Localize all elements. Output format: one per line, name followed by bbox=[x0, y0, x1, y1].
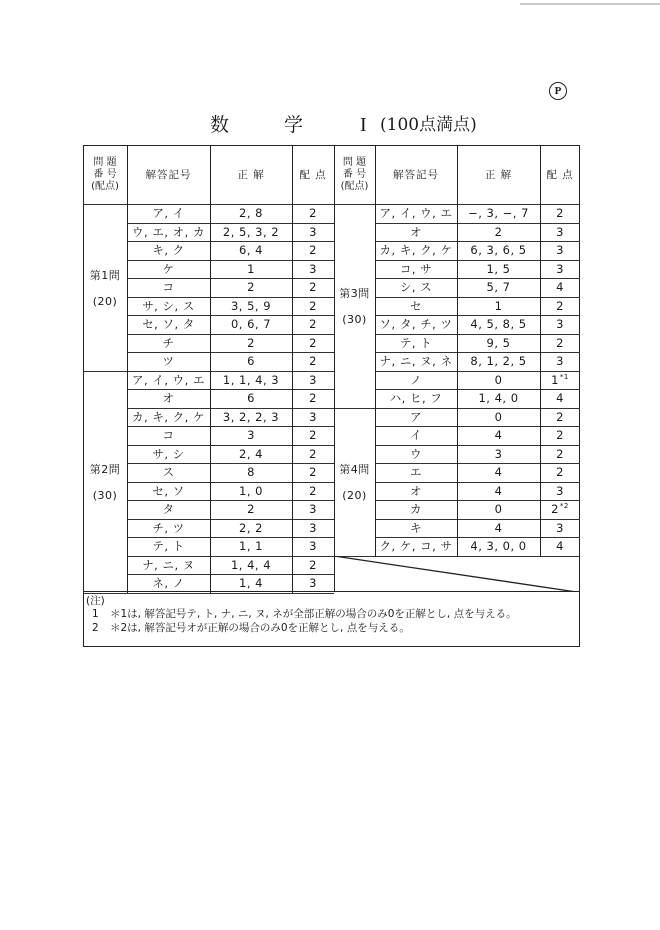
row-divider bbox=[375, 241, 580, 242]
correct-answer: 4, 3, 0, 0 bbox=[470, 539, 527, 554]
points-number: 2 bbox=[309, 243, 317, 258]
correct-answer: 4 bbox=[494, 520, 503, 535]
points-value bbox=[540, 463, 580, 482]
correct-answer: 3, 2, 2, 3 bbox=[222, 409, 280, 424]
correct-answer: 1 bbox=[247, 261, 255, 276]
correct-answer: 8, 1, 2, 5 bbox=[470, 354, 527, 369]
row-divider bbox=[375, 463, 580, 464]
left-header-question-number bbox=[83, 145, 127, 204]
answer-symbol: オ bbox=[410, 483, 422, 498]
correct-answer: 1, 1 bbox=[239, 539, 263, 554]
title-part-3: I bbox=[360, 114, 367, 136]
points-number: 2 bbox=[556, 206, 564, 221]
correct-answer: 1, 4 bbox=[239, 576, 263, 591]
correct-answer: 3 bbox=[494, 446, 503, 461]
points-value bbox=[292, 334, 334, 353]
note-item-1 bbox=[92, 606, 517, 621]
points-number: 3 bbox=[309, 520, 317, 535]
points-number: 2 bbox=[309, 483, 317, 498]
points-value bbox=[292, 537, 334, 556]
correct-answer: 0 bbox=[494, 372, 503, 387]
answer-symbol: セ bbox=[410, 298, 422, 313]
correct-answer: 2 bbox=[247, 335, 255, 350]
answer-symbol: エ bbox=[410, 465, 422, 480]
points-value bbox=[540, 445, 580, 464]
points-value bbox=[540, 389, 580, 408]
answer-symbol: テ, ト bbox=[399, 335, 433, 350]
row-divider bbox=[127, 574, 334, 575]
correct-answer: 2, 2 bbox=[239, 520, 263, 535]
correct-answer: 1, 4, 4 bbox=[230, 557, 272, 572]
section-score: (30) bbox=[92, 489, 118, 502]
section-title: 第2問 bbox=[89, 463, 121, 476]
row-divider bbox=[127, 334, 334, 335]
right-header-points: 配 点 bbox=[546, 169, 574, 181]
points-number: 3 bbox=[309, 576, 317, 591]
row-divider bbox=[375, 500, 580, 501]
correct-answer: 4 bbox=[494, 483, 503, 498]
row-divider bbox=[375, 389, 580, 390]
row-divider bbox=[375, 371, 580, 372]
points-number: 3 bbox=[309, 502, 317, 517]
header-line: (配点) bbox=[340, 180, 369, 192]
points-number: 2 bbox=[551, 502, 559, 517]
correct-answer: 1, 4, 0 bbox=[478, 391, 519, 406]
correct-answer: −, 3, −, 7 bbox=[468, 206, 529, 221]
correct-answer: 0 bbox=[494, 409, 503, 424]
points-number: 3 bbox=[556, 483, 564, 498]
points-value bbox=[540, 371, 580, 390]
points-number: 3 bbox=[556, 520, 564, 535]
p-mark-stamp: P bbox=[549, 82, 567, 100]
title-part-1: 数 bbox=[210, 114, 230, 136]
answer-table bbox=[83, 145, 580, 647]
column-divider bbox=[457, 145, 458, 556]
answer-symbol: ア, イ, ウ, エ bbox=[379, 206, 453, 221]
section-score: (20) bbox=[342, 489, 367, 502]
correct-answer: 1, 0 bbox=[239, 483, 263, 498]
points-value bbox=[292, 445, 334, 464]
answer-symbol: サ, シ bbox=[152, 446, 185, 461]
answer-symbol: サ, シ, ス bbox=[142, 298, 195, 313]
empty-cell-diagonal bbox=[334, 556, 580, 593]
note-text: ＊1は, 解答記号テ, ト, ナ, ニ, ヌ, ネが全部正解の場合のみ0を正解とし, 点を与える。 bbox=[110, 608, 517, 620]
correct-answer: 0, 6, 7 bbox=[230, 317, 272, 332]
points-value bbox=[540, 537, 580, 556]
points-value bbox=[292, 408, 334, 427]
points-value bbox=[292, 371, 334, 390]
note-text: ＊2は, 解答記号オが正解の場合のみ0を正解とし, 点を与える。 bbox=[110, 622, 410, 634]
points-number: 3 bbox=[309, 539, 317, 554]
points-value bbox=[292, 297, 334, 316]
section-title: 第4問 bbox=[339, 463, 370, 476]
row-divider bbox=[375, 352, 580, 353]
points-value bbox=[292, 500, 334, 519]
correct-answer: 1 bbox=[494, 298, 503, 313]
correct-answer: 4, 5, 8, 5 bbox=[470, 317, 527, 332]
points-number: 2 bbox=[309, 298, 317, 313]
points-value bbox=[540, 352, 580, 371]
points-value bbox=[292, 556, 334, 575]
answer-symbol: カ bbox=[410, 502, 422, 517]
points-value bbox=[292, 482, 334, 501]
title-part-2: 学 bbox=[284, 114, 304, 136]
row-divider bbox=[127, 537, 334, 538]
header-line: 問 題 bbox=[342, 156, 367, 168]
points-number: 4 bbox=[556, 391, 564, 406]
answer-symbol: ハ, ヒ, フ bbox=[389, 391, 443, 406]
points-value bbox=[292, 426, 334, 445]
points-number: 3 bbox=[556, 317, 564, 332]
points-value bbox=[292, 223, 334, 242]
block-divider bbox=[334, 145, 335, 592]
correct-answer: 2, 5, 3, 2 bbox=[222, 224, 280, 239]
answer-symbol: イ bbox=[410, 428, 422, 443]
answer-symbol: タ bbox=[162, 502, 175, 517]
points-number: 3 bbox=[556, 261, 564, 276]
left-header-answer-symbol: 解答記号 bbox=[145, 169, 192, 181]
answer-symbol: ア, イ bbox=[152, 206, 185, 221]
right-header-question-number bbox=[334, 145, 375, 204]
column-divider bbox=[540, 145, 541, 556]
points-value bbox=[292, 260, 334, 279]
points-number: 3 bbox=[309, 409, 317, 424]
points-number: 4 bbox=[556, 539, 564, 554]
points-value bbox=[540, 223, 580, 242]
column-divider bbox=[375, 145, 376, 556]
answer-symbol: ノ bbox=[410, 372, 422, 387]
points-number: 2 bbox=[309, 391, 317, 406]
points-number: 3 bbox=[556, 224, 564, 239]
footnote-marker: *1 bbox=[559, 372, 569, 381]
row-divider bbox=[375, 260, 580, 261]
row-divider bbox=[375, 482, 580, 483]
answer-symbol: ウ bbox=[410, 446, 422, 461]
points-value bbox=[540, 519, 580, 538]
answer-symbol: ケ bbox=[162, 261, 175, 276]
points-value bbox=[540, 334, 580, 353]
row-divider bbox=[127, 389, 334, 390]
points-value bbox=[540, 426, 580, 445]
correct-answer: 3, 5, 9 bbox=[230, 298, 272, 313]
correct-answer: 6, 4 bbox=[239, 243, 263, 258]
points-number: 3 bbox=[556, 354, 564, 369]
points-value bbox=[292, 241, 334, 260]
answer-symbol: ツ bbox=[162, 354, 175, 369]
row-divider bbox=[127, 223, 334, 224]
points-value bbox=[292, 204, 334, 223]
points-value bbox=[540, 204, 580, 223]
row-divider bbox=[375, 223, 580, 224]
points-number: 2 bbox=[556, 298, 564, 313]
row-divider bbox=[127, 315, 334, 316]
row-divider bbox=[375, 278, 580, 279]
note-number: 1 bbox=[92, 608, 99, 620]
points-value bbox=[540, 278, 580, 297]
answer-symbol: オ bbox=[162, 391, 175, 406]
scan-artifact bbox=[520, 3, 660, 5]
notes-heading: (注) bbox=[86, 595, 105, 607]
answer-symbol: チ bbox=[162, 335, 175, 350]
points-value bbox=[540, 260, 580, 279]
row-divider bbox=[375, 334, 580, 335]
footnote-marker: *2 bbox=[559, 502, 569, 511]
answer-symbol: ナ, ニ, ヌ bbox=[142, 557, 195, 572]
answer-symbol: ア, イ, ウ, エ bbox=[132, 372, 205, 387]
row-divider bbox=[375, 315, 580, 316]
notes-box bbox=[83, 592, 580, 647]
points-number: 2 bbox=[556, 465, 564, 480]
points-value bbox=[292, 278, 334, 297]
points-value bbox=[540, 241, 580, 260]
points-value bbox=[292, 315, 334, 334]
points-number: 4 bbox=[556, 280, 564, 295]
header-line: 番 号 bbox=[342, 168, 367, 180]
points-number: 3 bbox=[556, 243, 564, 258]
answer-symbol: コ bbox=[162, 428, 175, 443]
points-value bbox=[292, 389, 334, 408]
header-line: 番 号 bbox=[93, 168, 117, 180]
answer-symbol: カ, キ, ク, ケ bbox=[379, 243, 453, 258]
correct-answer: 2, 4 bbox=[239, 446, 263, 461]
row-divider bbox=[127, 482, 334, 483]
points-number: 1 bbox=[551, 372, 559, 387]
right-header-answer-symbol: 解答記号 bbox=[393, 169, 439, 181]
row-divider bbox=[127, 241, 334, 242]
points-number: 2 bbox=[309, 280, 317, 295]
correct-answer: 1, 5 bbox=[486, 261, 511, 276]
left-section-label bbox=[83, 371, 127, 593]
correct-answer: 1, 1, 4, 3 bbox=[222, 372, 280, 387]
points-value bbox=[540, 408, 580, 427]
points-value bbox=[540, 297, 580, 316]
correct-answer: 6 bbox=[247, 391, 255, 406]
points-value bbox=[292, 352, 334, 371]
points-number: 2 bbox=[309, 465, 317, 480]
right-section-label bbox=[334, 204, 375, 408]
points-value bbox=[292, 574, 334, 593]
points-value bbox=[540, 500, 580, 519]
answer-symbol: キ, ク bbox=[152, 243, 185, 258]
correct-answer: 6, 3, 6, 5 bbox=[470, 243, 527, 258]
section-title: 第3問 bbox=[339, 287, 370, 301]
correct-answer: 2 bbox=[494, 224, 503, 239]
answer-symbol: コ bbox=[162, 280, 175, 295]
answer-symbol: ソ, タ, チ, ツ bbox=[379, 317, 453, 332]
answer-symbol: カ, キ, ク, ケ bbox=[132, 409, 205, 424]
points-number: 3 bbox=[309, 261, 317, 276]
row-divider bbox=[375, 537, 580, 538]
answer-symbol: ク, ケ, コ, サ bbox=[379, 539, 453, 554]
row-divider bbox=[127, 463, 334, 464]
answer-symbol: ア bbox=[410, 409, 422, 424]
correct-answer: 9, 5 bbox=[486, 335, 511, 350]
answer-symbol: シ, ス bbox=[399, 280, 433, 295]
row-divider bbox=[127, 278, 334, 279]
diagonal-line bbox=[334, 556, 580, 593]
row-divider bbox=[127, 352, 334, 353]
answer-symbol: ス bbox=[162, 465, 175, 480]
points-number: 2 bbox=[309, 428, 317, 443]
row-divider bbox=[127, 297, 334, 298]
answer-symbol: キ bbox=[410, 520, 422, 535]
note-number: 2 bbox=[92, 622, 99, 634]
row-divider bbox=[127, 500, 334, 501]
points-value bbox=[540, 482, 580, 501]
left-header-points: 配 点 bbox=[299, 169, 327, 181]
right-section-label bbox=[334, 408, 375, 556]
row-divider bbox=[375, 297, 580, 298]
column-divider bbox=[127, 145, 128, 593]
points-number: 2 bbox=[309, 557, 317, 572]
correct-answer: 3 bbox=[247, 428, 255, 443]
correct-answer: 0 bbox=[494, 502, 503, 517]
points-number: 2 bbox=[556, 428, 564, 443]
points-number: 2 bbox=[309, 335, 317, 350]
section-score: (20) bbox=[92, 294, 118, 308]
left-header-correct: 正 解 bbox=[237, 169, 265, 181]
right-header-correct: 正 解 bbox=[484, 169, 513, 181]
row-divider bbox=[127, 408, 334, 409]
points-number: 2 bbox=[309, 446, 317, 461]
section-title: 第1問 bbox=[89, 268, 121, 282]
note-item-2 bbox=[92, 620, 410, 635]
correct-answer: 8 bbox=[247, 465, 255, 480]
points-value bbox=[292, 519, 334, 538]
correct-answer: 4 bbox=[494, 465, 503, 480]
points-value bbox=[292, 463, 334, 482]
points-number: 2 bbox=[556, 446, 564, 461]
points-value bbox=[540, 315, 580, 334]
left-section-label bbox=[83, 204, 127, 371]
row-divider bbox=[127, 556, 334, 557]
points-number: 2 bbox=[309, 206, 317, 221]
points-number: 2 bbox=[556, 335, 564, 350]
points-number: 2 bbox=[556, 409, 564, 424]
column-divider bbox=[210, 145, 211, 593]
row-divider bbox=[127, 426, 334, 427]
points-number: 2 bbox=[309, 317, 317, 332]
title-part-4: (100点満点) bbox=[380, 115, 477, 135]
correct-answer: 5, 7 bbox=[486, 280, 511, 295]
points-number: 2 bbox=[309, 354, 317, 369]
answer-symbol: セ, ソ, タ bbox=[142, 317, 195, 332]
row-divider bbox=[375, 426, 580, 427]
column-divider bbox=[292, 145, 293, 593]
row-divider bbox=[375, 445, 580, 446]
correct-answer: 2 bbox=[247, 502, 255, 517]
row-divider bbox=[127, 445, 334, 446]
points-number: 3 bbox=[309, 372, 317, 387]
correct-answer: 2, 8 bbox=[239, 206, 263, 221]
correct-answer: 6 bbox=[247, 354, 255, 369]
answer-symbol: ウ, エ, オ, カ bbox=[132, 224, 205, 239]
points-number: 3 bbox=[309, 224, 317, 239]
row-divider bbox=[127, 519, 334, 520]
answer-symbol: セ, ソ bbox=[152, 483, 185, 498]
answer-symbol: チ, ツ bbox=[152, 520, 185, 535]
answer-symbol: ナ, ニ, ヌ, ネ bbox=[379, 354, 453, 369]
row-divider bbox=[127, 260, 334, 261]
header-line: 問 題 bbox=[93, 156, 117, 168]
header-line: (配点) bbox=[91, 180, 119, 192]
row-divider bbox=[375, 519, 580, 520]
answer-symbol: テ, ト bbox=[152, 539, 185, 554]
correct-answer: 2 bbox=[247, 280, 255, 295]
answer-symbol: オ bbox=[410, 224, 422, 239]
correct-answer: 4 bbox=[494, 428, 503, 443]
answer-symbol: ネ, ノ bbox=[152, 576, 185, 591]
answer-symbol: コ, サ bbox=[399, 261, 433, 276]
section-score: (30) bbox=[342, 313, 367, 327]
